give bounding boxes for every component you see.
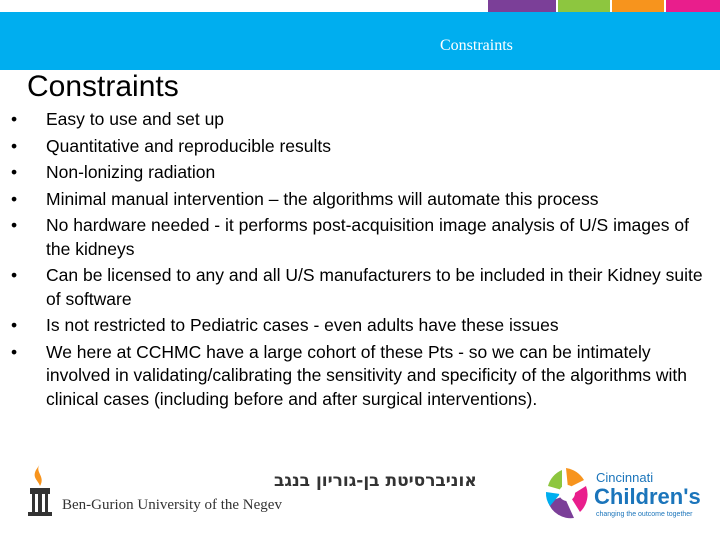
bullet-text: Quantitative and reproducible results: [46, 135, 332, 156]
accent-strip-purple: [488, 0, 556, 12]
bullet-item: [8, 188, 708, 212]
bullet-text: Easy to use and set up: [46, 109, 225, 129]
bullet-item: [8, 108, 708, 132]
bullet-text: No hardware needed - it performs post-acquisition image analysis of U/S images of the kidneys: [46, 215, 689, 259]
bullet-item: [8, 264, 708, 311]
cc-line2: Children's: [594, 484, 701, 509]
bullet-dot: •: [11, 135, 18, 156]
bullet-item: [8, 161, 708, 185]
bullet-item: [8, 135, 708, 159]
bullet-dot: •: [11, 265, 18, 285]
accent-strip-pink: [666, 0, 720, 12]
bullet-text: Non-lonizing radiation: [46, 162, 216, 182]
accent-strip-orange: [612, 0, 664, 12]
bullet-dot: •: [11, 341, 18, 362]
bgu-hebrew-name: אוניברסיטת בן-גוריון בנגב: [274, 471, 477, 491]
bullet-text: Is not restricted to Pediatric cases - even adults have these issues: [46, 315, 559, 335]
bullet-dot: •: [11, 162, 18, 182]
bullet-text: Minimal manual intervention – the algorithms will automate this process: [46, 188, 599, 209]
accent-strip-green: [558, 0, 610, 12]
bullet-dot: •: [11, 109, 18, 129]
cincinnati-childrens-emblem-icon: [546, 468, 588, 518]
bullet-list: [8, 108, 708, 411]
bullet-item: [8, 214, 708, 261]
bullet-list-container: [8, 108, 708, 414]
bgu-logo: [26, 462, 477, 518]
bullet-dot: •: [11, 315, 18, 335]
bullet-text: We here at CCHMC have a large cohort of these Pts - so we can be intimately involved in validating/calibrating the sensitivity and specificity of the algorithms with clinical cases (including before and after surgical interventions).: [46, 341, 688, 409]
bgu-emblem-icon: [28, 464, 52, 516]
bullet-text: Can be licensed to any and all U/S manufacturers to be included in their Kidney suite of software: [46, 265, 703, 309]
cc-line1: Cincinnati: [596, 470, 654, 485]
bullet-item: [8, 341, 708, 412]
cincinnati-childrens-logo: [540, 462, 708, 526]
cc-tagline: changing the outcome together: [596, 511, 693, 518]
header-bar: [0, 12, 720, 70]
bullet-dot: •: [11, 188, 18, 209]
bullet-item: [8, 314, 708, 338]
slide-title: Constraints: [27, 70, 179, 103]
bullet-dot: •: [11, 215, 18, 235]
header-title: Constraints: [440, 37, 513, 54]
bgu-english-name: Ben-Gurion University of the Negev: [62, 497, 282, 513]
